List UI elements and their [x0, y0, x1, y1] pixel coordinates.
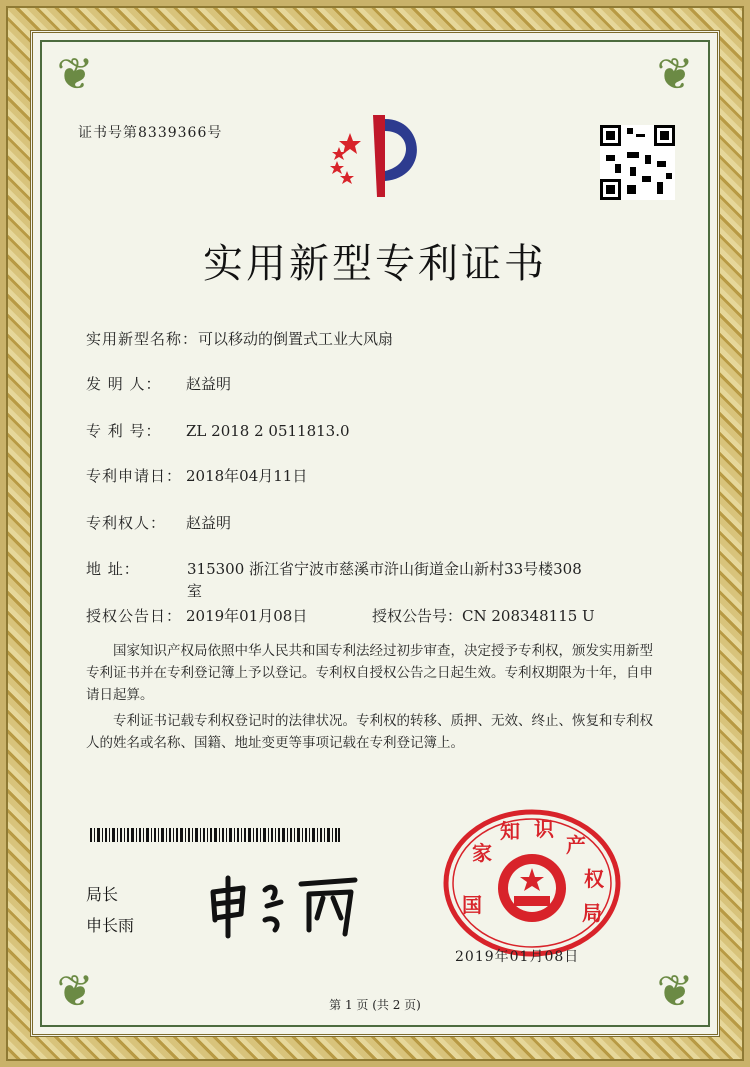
grant-pub-date-row [86, 605, 307, 626]
field-value: CN 208348115 U [462, 607, 595, 625]
field-label: 实用新型名称： [86, 330, 199, 348]
statement-paragraph: 国家知识产权局依照中华人民共和国专利法经过初步审查，决定授予专利权，颁发实用新型专利证书并在专利登记簿上予以登记。专利权自授权公告之日起生效。专利权期限为十年，自申请日起算。 [86, 643, 653, 703]
svg-text:识: 识 [534, 817, 554, 841]
svg-text:家: 家 [472, 841, 492, 865]
corner-ornament-icon: ❦ [56, 966, 94, 1017]
field-label: 专利申请日： [86, 467, 183, 485]
address-row [86, 558, 186, 579]
seal-date: 2019年01月08日 [455, 949, 580, 965]
svg-text:知: 知 [500, 819, 520, 843]
page-indicator: 第 1 页 (共 2 页) [329, 998, 421, 1012]
filing-date-row [86, 465, 307, 486]
field-label: 地 址： [86, 560, 140, 578]
qr-code-icon [600, 125, 675, 200]
official-seal [442, 808, 622, 958]
svg-text:国: 国 [462, 893, 482, 917]
handwritten-signature [205, 870, 365, 940]
grant-pub-number-row [372, 605, 595, 626]
field-value: 2018年04月11日 [186, 467, 308, 485]
inventor-row [86, 373, 231, 394]
signatory-role: 局长 [86, 885, 119, 904]
corner-ornament-icon: ❦ [56, 49, 94, 100]
signatory-name: 申长雨 [86, 916, 135, 935]
statement-paragraph: 专利证书记载专利权登记时的法律状况。专利权的转移、质押、无效、终止、恢复和专利权人的姓名或名称、国籍、地址变更等事项记载在专利登记簿上。 [86, 713, 653, 751]
field-value: 2019年01月08日 [186, 607, 308, 625]
corner-ornament-icon: ❦ [656, 49, 694, 100]
corner-ornament-icon: ❦ [656, 966, 694, 1017]
field-label: 发 明 人： [86, 375, 162, 393]
svg-text:局: 局 [582, 901, 602, 925]
svg-text:产: 产 [566, 833, 586, 857]
patentee-row [86, 512, 231, 533]
field-value: 可以移动的倒置式工业大风扇 [198, 330, 394, 348]
barcode-icon [90, 828, 340, 842]
address-value: 315300 浙江省宁波市慈溪市浒山街道金山新村33号楼308室 [187, 560, 582, 600]
svg-text:权: 权 [584, 867, 604, 891]
field-value: 赵益明 [186, 514, 232, 532]
field-value: 赵益明 [186, 375, 232, 393]
field-label: 授权公告日： [86, 607, 183, 625]
patent-number-row [86, 420, 350, 441]
field-label: 专利权人： [86, 514, 167, 532]
field-label: 专 利 号： [86, 422, 162, 440]
utility-model-name-row [86, 328, 393, 349]
certificate-title: 实用新型专利证书 [203, 241, 547, 287]
field-label: 授权公告号： [372, 607, 463, 625]
patent-office-logo-icon [315, 105, 435, 200]
field-value: ZL 2018 2 0511813.0 [186, 422, 350, 440]
certificate-number: 证书号第8339366号 [78, 125, 223, 141]
